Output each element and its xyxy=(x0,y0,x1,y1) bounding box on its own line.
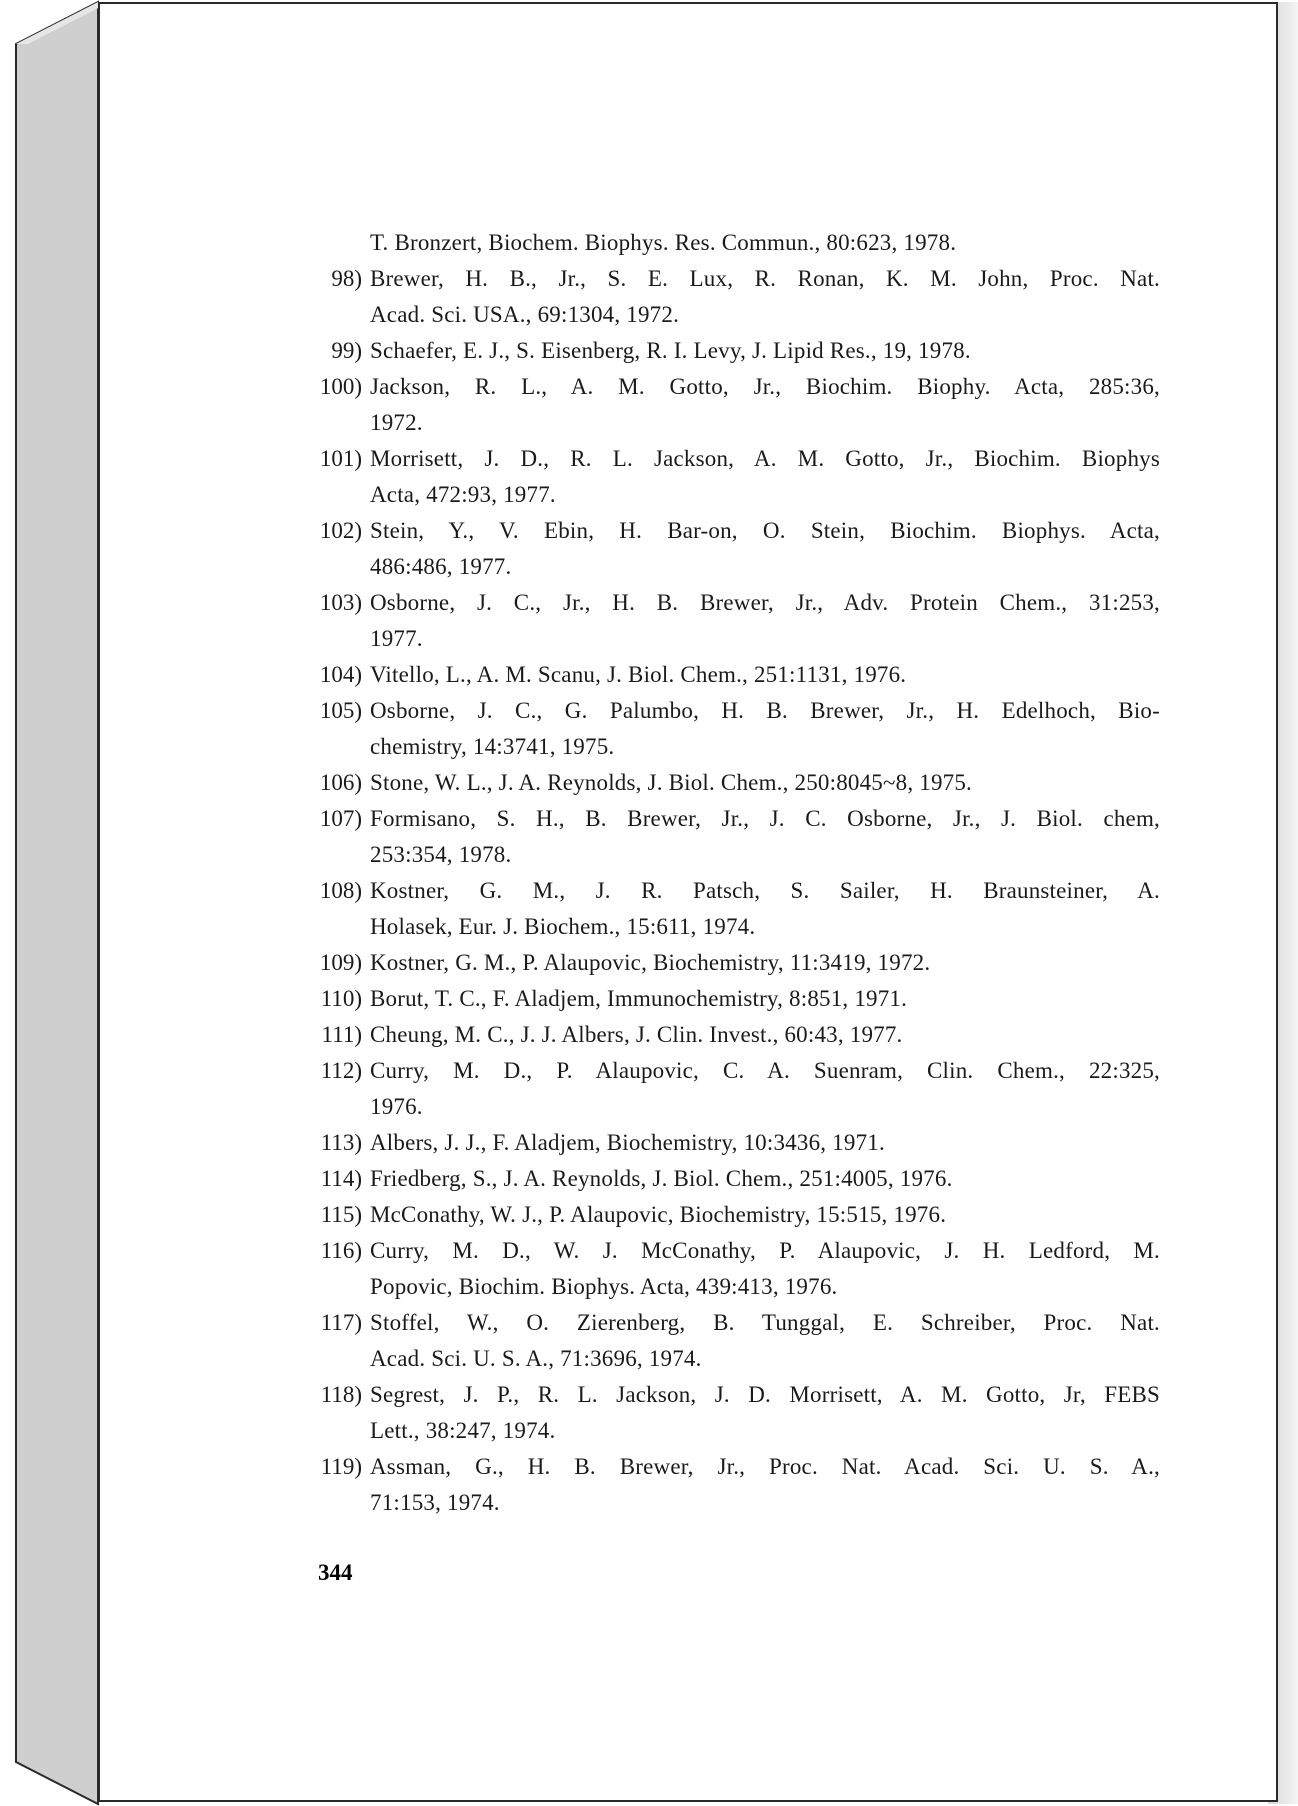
reference-number xyxy=(300,1485,370,1521)
reference-number: 109) xyxy=(319,950,362,975)
reference-entry xyxy=(300,801,1160,837)
reference-text: McConathy, W. J., P. Alaupovic, Biochemistry, 15:515, 1976. xyxy=(370,1202,947,1227)
reference-number: 113) xyxy=(320,1130,362,1155)
reference-entry xyxy=(300,333,1160,369)
reference-number: 110) xyxy=(320,986,362,1011)
reference-text: Jackson, R. L., A. M. Gotto, Jr., Biochim. Biophy. Acta, 285:36, xyxy=(370,374,1160,399)
reference-text: Assman, G., H. B. Brewer, Jr., Proc. Nat. Acad. Sci. U. S. A., xyxy=(370,1454,1160,1479)
reference-text: 1972. xyxy=(370,410,423,435)
reference-text: Borut, T. C., F. Aladjem, Immunochemistry, 8:851, 1971. xyxy=(370,986,908,1011)
reference-text: chemistry, 14:3741, 1975. xyxy=(370,734,615,759)
reference-text: Osborne, J. C., G. Palumbo, H. B. Brewer, Jr., H. Edelhoch, Bio- xyxy=(370,698,1160,723)
reference-text: Kostner, G. M., P. Alaupovic, Biochemistry, 11:3419, 1972. xyxy=(370,950,931,975)
reference-text: Friedberg, S., J. A. Reynolds, J. Biol. Chem., 251:4005, 1976. xyxy=(370,1166,953,1191)
reference-entry xyxy=(300,765,1160,801)
reference-text: 1976. xyxy=(370,1094,423,1119)
reference-entry xyxy=(300,1305,1160,1341)
page-number: 344 xyxy=(318,1560,353,1585)
reference-number xyxy=(300,405,370,441)
reference-text: Schaefer, E. J., S. Eisenberg, R. I. Levy, J. Lipid Res., 19, 1978. xyxy=(370,338,971,363)
reference-entry xyxy=(300,945,1160,981)
reference-entry xyxy=(300,693,1160,729)
reference-entry xyxy=(300,1125,1160,1161)
reference-text: Curry, M. D., P. Alaupovic, C. A. Suenram, Clin. Chem., 22:325, xyxy=(370,1058,1160,1083)
reference-text: Vitello, L., A. M. Scanu, J. Biol. Chem., 251:1131, 1976. xyxy=(370,662,907,687)
reference-text: Stoffel, W., O. Zierenberg, B. Tunggal, E. Schreiber, Proc. Nat. xyxy=(370,1310,1160,1335)
reference-text: 71:153, 1974. xyxy=(370,1490,500,1515)
reference-text: 253:354, 1978. xyxy=(370,842,512,867)
reference-text: Formisano, S. H., B. Brewer, Jr., J. C. Osborne, Jr., J. Biol. chem, xyxy=(370,806,1160,831)
reference-text: 486:486, 1977. xyxy=(370,554,512,579)
reference-number: 118) xyxy=(320,1382,362,1407)
reference-text: Curry, M. D., W. J. McConathy, P. Alaupovic, J. H. Ledford, M. xyxy=(370,1238,1160,1263)
reference-text: Lett., 38:247, 1974. xyxy=(370,1418,556,1443)
reference-entry xyxy=(300,1197,1160,1233)
reference-text: Albers, J. J., F. Aladjem, Biochemistry, 10:3436, 1971. xyxy=(370,1130,885,1155)
reference-number xyxy=(300,1089,370,1125)
reference-number xyxy=(300,621,370,657)
reference-number xyxy=(300,729,370,765)
reference-entry xyxy=(300,1377,1160,1413)
reference-number xyxy=(300,297,370,333)
reference-text: Holasek, Eur. J. Biochem., 15:611, 1974. xyxy=(370,914,756,939)
reference-continuation xyxy=(300,1485,1160,1521)
reference-number: 111) xyxy=(321,1022,362,1047)
reference-number: 100) xyxy=(319,374,362,399)
reference-number: 101) xyxy=(319,446,362,471)
reference-text: Cheung, M. C., J. J. Albers, J. Clin. Invest., 60:43, 1977. xyxy=(370,1022,903,1047)
reference-number: 103) xyxy=(319,590,362,615)
reference-entry xyxy=(300,657,1160,693)
reference-entry xyxy=(300,873,1160,909)
reference-text: Acta, 472:93, 1977. xyxy=(370,482,556,507)
reference-continuation xyxy=(300,621,1160,657)
reference-number: 98) xyxy=(331,266,362,291)
reference-continuation xyxy=(300,837,1160,873)
reference-entry xyxy=(300,261,1160,297)
reference-number xyxy=(300,477,370,513)
reference-entry xyxy=(300,981,1160,1017)
reference-entry xyxy=(300,1053,1160,1089)
reference-text: Acad. Sci. USA., 69:1304, 1972. xyxy=(370,302,680,327)
reference-text: 1977. xyxy=(370,626,423,651)
reference-entry xyxy=(300,1161,1160,1197)
reference-number xyxy=(300,1269,370,1305)
reference-number xyxy=(300,1341,370,1377)
reference-entry xyxy=(300,1233,1160,1269)
reference-continuation xyxy=(300,729,1160,765)
reference-number: 108) xyxy=(319,878,362,903)
reference-entry xyxy=(300,369,1160,405)
reference-text: Brewer, H. B., Jr., S. E. Lux, R. Ronan, K. M. John, Proc. Nat. xyxy=(370,266,1160,291)
reference-number xyxy=(300,225,370,261)
reference-number: 119) xyxy=(320,1454,362,1479)
reference-entry xyxy=(300,1017,1160,1053)
reference-continuation xyxy=(300,297,1160,333)
reference-continuation xyxy=(300,1269,1160,1305)
reference-number: 116) xyxy=(320,1238,362,1263)
reference-number xyxy=(300,549,370,585)
reference-entry xyxy=(300,513,1160,549)
reference-text: Stone, W. L., J. A. Reynolds, J. Biol. Chem., 250:8045~8, 1975. xyxy=(370,770,972,795)
reference-continuation xyxy=(300,1341,1160,1377)
reference-continuation xyxy=(300,477,1160,513)
reference-continuation xyxy=(300,225,1160,261)
reference-entry xyxy=(300,585,1160,621)
reference-number xyxy=(300,837,370,873)
reference-number: 114) xyxy=(320,1166,362,1191)
reference-text: Morrisett, J. D., R. L. Jackson, A. M. Gotto, Jr., Biochim. Biophys xyxy=(370,446,1160,471)
reference-number: 102) xyxy=(319,518,362,543)
reference-number: 115) xyxy=(320,1202,362,1227)
reference-number: 107) xyxy=(319,806,362,831)
reference-continuation xyxy=(300,549,1160,585)
reference-number: 117) xyxy=(320,1310,362,1335)
reference-number: 112) xyxy=(320,1058,362,1083)
reference-number: 104) xyxy=(319,662,362,687)
reference-text: Stein, Y., V. Ebin, H. Bar-on, O. Stein, Biochim. Biophys. Acta, xyxy=(370,518,1160,543)
reference-continuation xyxy=(300,1413,1160,1449)
reference-text: Acad. Sci. U. S. A., 71:3696, 1974. xyxy=(370,1346,702,1371)
reference-number xyxy=(300,1413,370,1449)
reference-list xyxy=(300,225,1160,1521)
reference-number xyxy=(300,909,370,945)
reference-continuation xyxy=(300,1089,1160,1125)
reference-continuation xyxy=(300,405,1160,441)
reference-text: Osborne, J. C., Jr., H. B. Brewer, Jr., Adv. Protein Chem., 31:253, xyxy=(370,590,1160,615)
reference-number: 99) xyxy=(331,338,362,363)
reference-continuation xyxy=(300,909,1160,945)
reference-text: Kostner, G. M., J. R. Patsch, S. Sailer, H. Braunsteiner, A. xyxy=(370,878,1160,903)
reference-number: 106) xyxy=(319,770,362,795)
reference-entry xyxy=(300,1449,1160,1485)
reference-entry xyxy=(300,441,1160,477)
reference-text: Popovic, Biochim. Biophys. Acta, 439:413, 1976. xyxy=(370,1274,838,1299)
reference-text: Segrest, J. P., R. L. Jackson, J. D. Morrisett, A. M. Gotto, Jr, FEBS xyxy=(370,1382,1160,1407)
reference-number: 105) xyxy=(319,698,362,723)
reference-text: T. Bronzert, Biochem. Biophys. Res. Commun., 80:623, 1978. xyxy=(370,230,957,255)
